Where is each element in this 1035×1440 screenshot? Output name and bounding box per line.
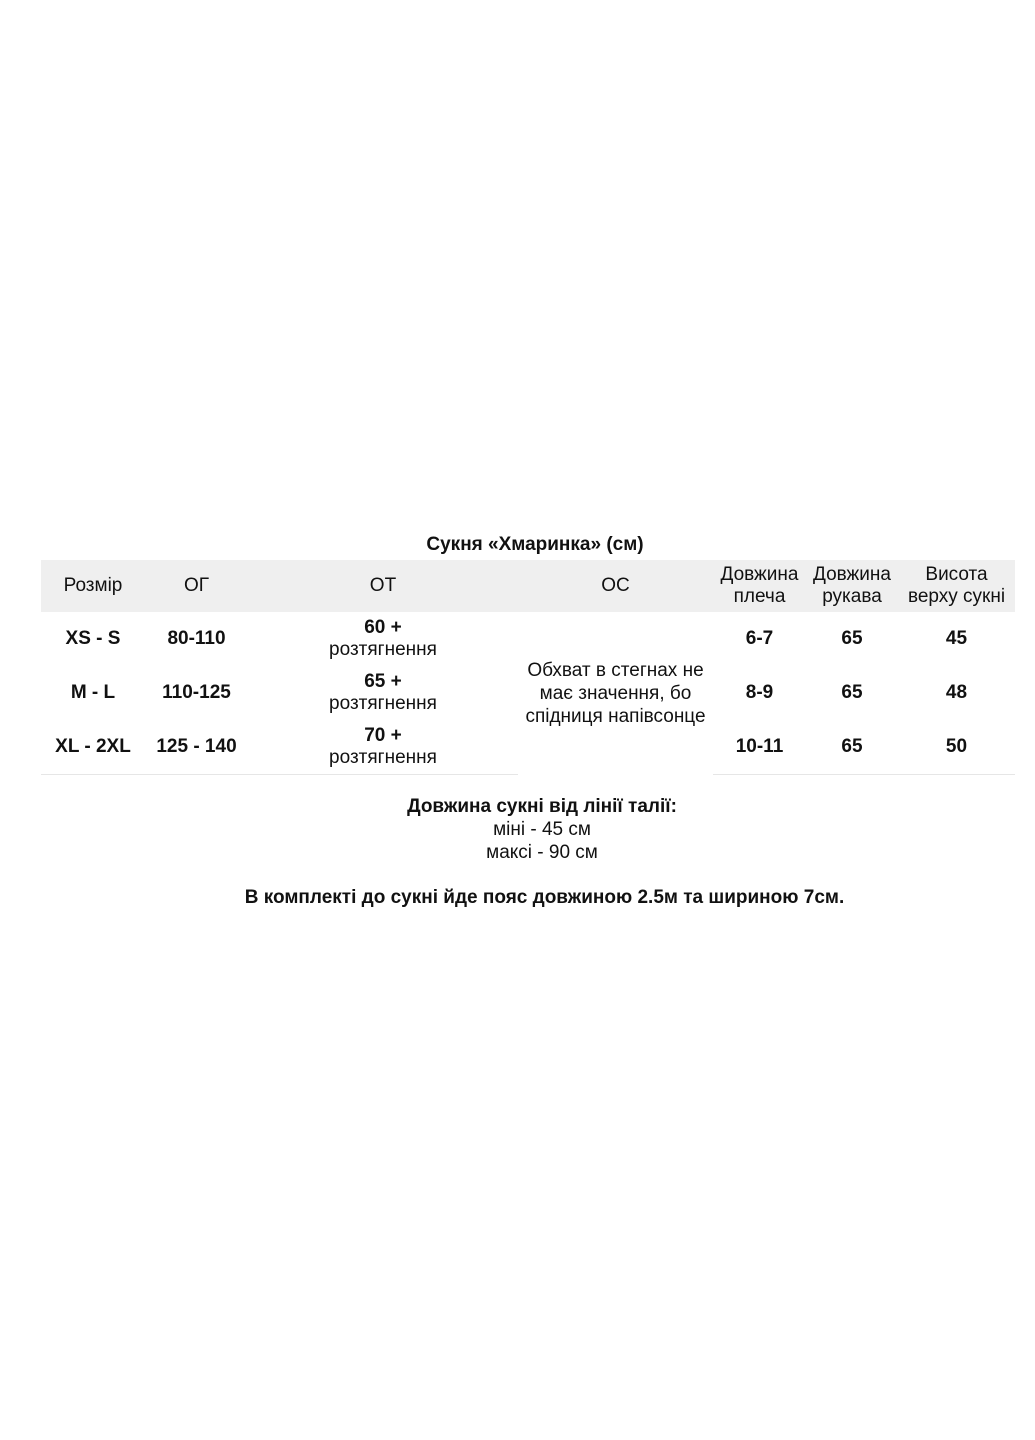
dress-length-mini: міні - 45 см bbox=[493, 819, 591, 840]
col-header-top-height bbox=[898, 560, 1015, 612]
cell-og: 110-125 bbox=[162, 682, 231, 703]
cell-ot-value: 70 + bbox=[364, 725, 402, 746]
col-header-ot: ОТ bbox=[248, 560, 518, 612]
cell-og: 125 - 140 bbox=[145, 720, 248, 775]
cell-ot-suffix: розтягнення bbox=[329, 747, 437, 768]
col-header-shoulder bbox=[713, 560, 806, 612]
col-header-og: ОГ bbox=[145, 560, 248, 612]
dress-length-maxi: максі - 90 см bbox=[486, 842, 598, 863]
cell-shoulder: 10-11 bbox=[713, 720, 806, 775]
table-title: Сукня «Хмаринка» (см) bbox=[426, 534, 644, 555]
cell-ot bbox=[248, 720, 518, 775]
os-note-line2: має значення, бо bbox=[539, 682, 692, 704]
size-table bbox=[41, 560, 1015, 775]
col-header-top-line2: верху сукні bbox=[907, 586, 1006, 607]
cell-ot bbox=[248, 612, 518, 666]
cell-ot bbox=[248, 666, 518, 720]
cell-ot-value: 65 + bbox=[364, 671, 402, 692]
cell-sleeve: 65 bbox=[841, 628, 863, 649]
dress-length-heading: Довжина сукні від лінії талії: bbox=[407, 796, 677, 817]
cell-os-note bbox=[518, 612, 713, 775]
cell-size: XS - S bbox=[65, 628, 121, 649]
cell-ot-suffix: розтягнення bbox=[329, 639, 437, 660]
cell-og: 80-110 bbox=[167, 628, 226, 649]
table-row bbox=[41, 612, 1015, 666]
cell-ot-suffix: розтягнення bbox=[329, 693, 437, 714]
cell-shoulder: 6-7 bbox=[745, 628, 774, 649]
cell-top-height: 45 bbox=[945, 628, 968, 649]
col-header-top-line1: Висота bbox=[925, 564, 988, 585]
col-header-shoulder-line1: Довжина bbox=[720, 564, 799, 585]
os-note-line3: спідниця напівсонце bbox=[525, 705, 706, 727]
col-header-sleeve-line2: рукава bbox=[822, 586, 882, 607]
cell-sleeve: 65 bbox=[841, 682, 863, 703]
col-header-size: Розмір bbox=[41, 560, 145, 612]
belt-set-note: В комплекті до сукні йде пояс довжиною 2.5м та шириною 7см. bbox=[244, 887, 845, 908]
size-chart bbox=[41, 530, 1015, 909]
cell-size: XL - 2XL bbox=[41, 720, 145, 775]
cell-ot-value: 60 + bbox=[364, 617, 402, 638]
dress-length-note bbox=[69, 795, 1015, 864]
cell-top-height: 48 bbox=[945, 682, 968, 703]
table-header-row bbox=[41, 560, 1015, 612]
os-note-line1: Обхват в стегнах не bbox=[527, 659, 704, 681]
col-header-os: ОС bbox=[518, 560, 713, 612]
col-header-sleeve bbox=[806, 560, 898, 612]
cell-sleeve: 65 bbox=[806, 720, 898, 775]
cell-top-height: 50 bbox=[898, 720, 1015, 775]
col-header-shoulder-line2: плеча bbox=[733, 586, 786, 607]
cell-size: M - L bbox=[70, 682, 116, 703]
col-header-sleeve-line1: Довжина bbox=[813, 564, 891, 585]
cell-shoulder: 8-9 bbox=[745, 682, 774, 703]
